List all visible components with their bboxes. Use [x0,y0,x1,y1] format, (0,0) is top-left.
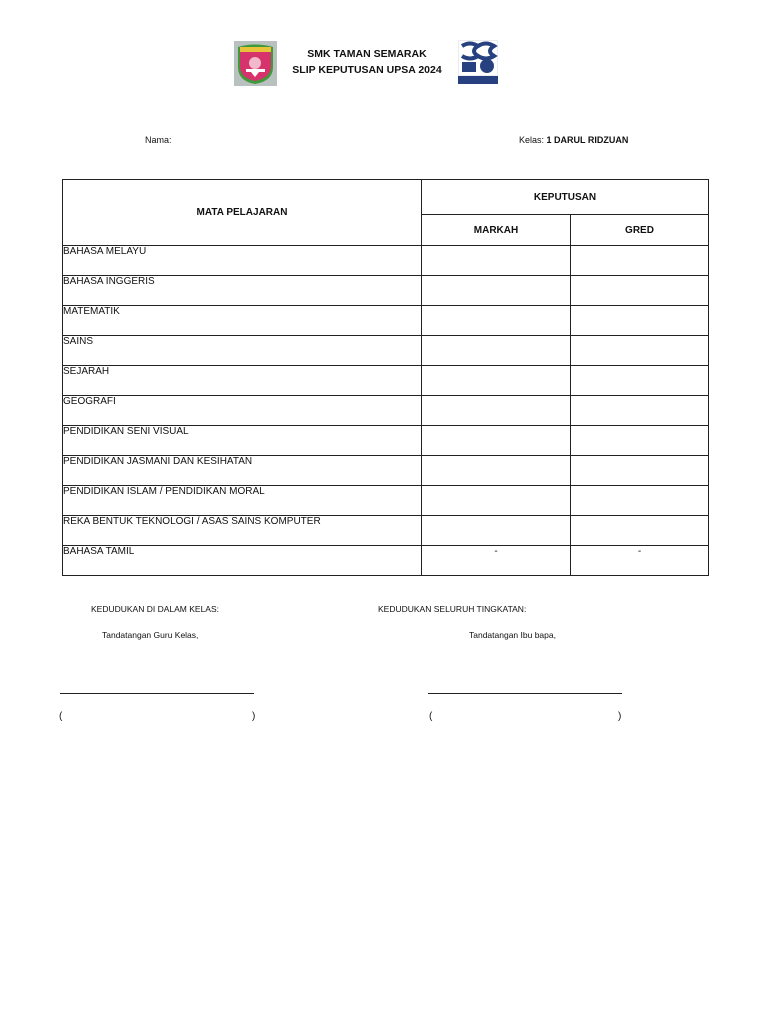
table-row [63,456,709,486]
subject-cell: SAINS [63,336,422,366]
gred-cell [571,426,709,456]
table-row [63,396,709,426]
parent-signature-label: Tandatangan Ibu bapa, [469,630,556,640]
subject-cell: GEOGRAFI [63,396,422,426]
markah-column-header: MARKAH [422,215,571,246]
markah-cell [422,396,571,426]
markah-cell [422,486,571,516]
markah-cell [422,246,571,276]
nama-field [145,135,172,145]
slip-header [0,38,768,88]
parent-signature-line [428,693,622,694]
markah-cell: - [422,546,571,576]
gred-cell [571,516,709,546]
subject-column-header: MATA PELAJARAN [63,180,422,246]
table-row [63,306,709,336]
nama-label: Nama: [145,135,172,145]
school-crest-logo [234,41,277,86]
kelas-field [519,135,628,145]
markah-cell [422,366,571,396]
subject-cell: SEJARAH [63,366,422,396]
subject-cell: PENDIDIKAN JASMANI DAN KESIHATAN [63,456,422,486]
markah-cell [422,426,571,456]
parent-name-open-paren: ( [429,711,433,722]
subject-cell: BAHASA MELAYU [63,246,422,276]
markah-cell [422,456,571,486]
table-row [63,276,709,306]
class-ranking-label: KEDUDUKAN DI DALAM KELAS: [91,604,220,614]
subject-cell: PENDIDIKAN ISLAM / PENDIDIKAN MORAL [63,486,422,516]
parent-name-close-paren: ) [618,711,622,722]
table-row [63,336,709,366]
table-row [63,246,709,276]
results-table [62,179,709,576]
table-row [63,366,709,396]
table-row [63,486,709,516]
gred-cell [571,366,709,396]
gred-cell [571,456,709,486]
form-ranking-label: KEDUDUKAN SELURUH TINGKATAN: [378,604,527,614]
kelas-value: 1 DARUL RIDZUAN [546,135,629,145]
subject-cell: MATEMATIK [63,306,422,336]
result-rows [63,246,709,576]
ministry-logo [458,40,498,84]
result-column-header: KEPUTUSAN [422,180,709,215]
table-row [63,546,709,576]
slip-title: SLIP KEPUTUSAN UPSA 2024 [292,64,442,76]
table-row [63,516,709,546]
subject-cell: BAHASA TAMIL [63,546,422,576]
gred-cell [571,396,709,426]
gred-cell [571,246,709,276]
teacher-signature-label: Tandatangan Guru Kelas, [102,630,199,640]
gred-cell [571,336,709,366]
gred-cell [571,306,709,336]
markah-cell [422,276,571,306]
gred-cell [571,486,709,516]
gred-cell: - [571,546,709,576]
teacher-signature-line [60,693,254,694]
school-name: SMK TAMAN SEMARAK [307,48,427,60]
markah-cell [422,516,571,546]
markah-cell [422,336,571,366]
teacher-name-close-paren: ) [252,711,256,722]
title-block [282,46,452,78]
subject-cell: REKA BENTUK TEKNOLOGI / ASAS SAINS KOMPUTER [63,516,422,546]
gred-cell [571,276,709,306]
subject-cell: PENDIDIKAN SENI VISUAL [63,426,422,456]
subject-cell: BAHASA INGGERIS [63,276,422,306]
table-row [63,426,709,456]
kelas-label: Kelas: [519,135,545,145]
markah-cell [422,306,571,336]
teacher-name-open-paren: ( [59,711,63,722]
gred-column-header: GRED [571,215,709,246]
